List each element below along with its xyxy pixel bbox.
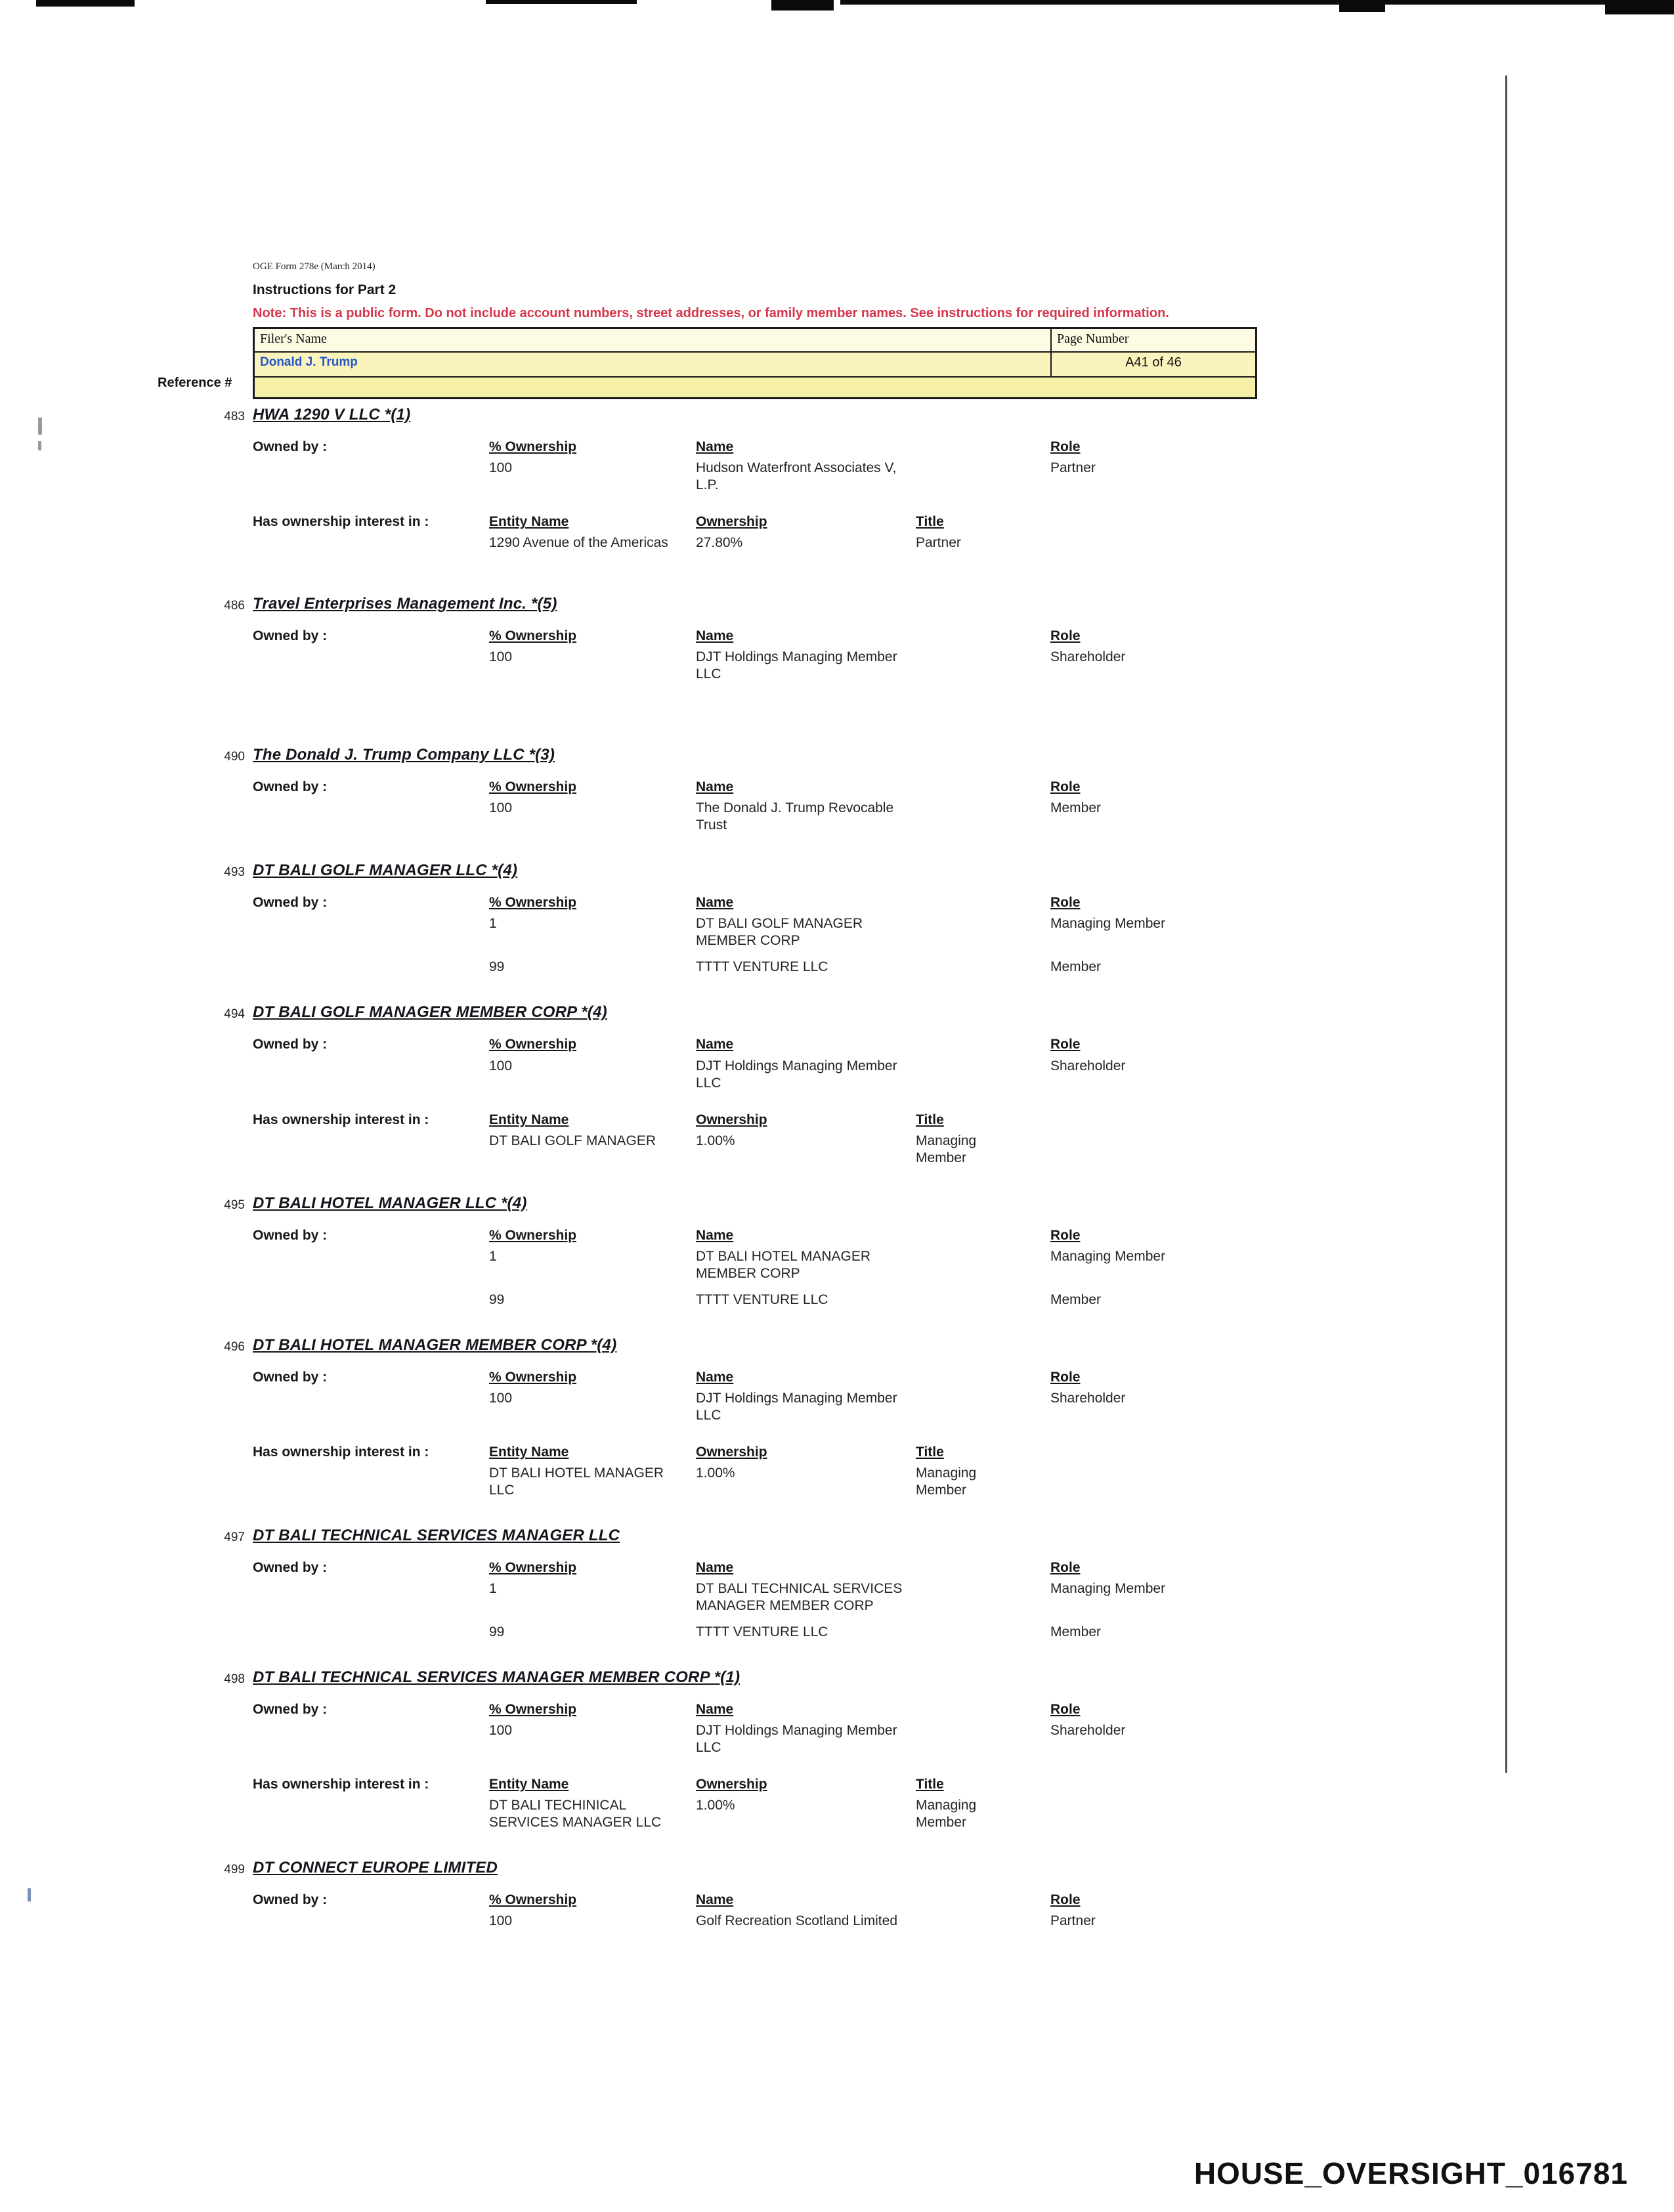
page-number-value: A41 of 46: [1125, 355, 1182, 370]
has-interest-label: Has ownership interest in :: [253, 1112, 429, 1127]
owner-name-value: DT BALI GOLF MANAGER MEMBER CORP: [696, 916, 863, 949]
entry-title: DT BALI HOTEL MANAGER MEMBER CORP *(4): [253, 1335, 617, 1354]
scan-artifact: [840, 0, 1674, 5]
scan-artifact: [36, 0, 135, 7]
ownership-header: Ownership: [696, 514, 767, 530]
entity-name-value: 1290 Avenue of the Americas: [489, 535, 668, 551]
entry-block: [224, 1335, 1415, 1499]
entity-name-value: DT BALI GOLF MANAGER: [489, 1133, 656, 1148]
filer-table-header-row: [255, 329, 1255, 353]
entry-title-row: [224, 1335, 1415, 1355]
entry-number: 493: [224, 865, 245, 880]
name-header: Name: [696, 1227, 734, 1243]
role-value: Member: [1050, 1624, 1102, 1640]
role-value: Partner: [1050, 460, 1096, 476]
owned-by-label: Owned by :: [253, 628, 328, 644]
bates-number: HOUSE_OVERSIGHT_016781: [1193, 2156, 1628, 2190]
interest-header-row: [253, 1776, 1415, 1793]
owner-name-value: TTTT VENTURE LLC: [696, 1624, 828, 1640]
owned-rows: [253, 1058, 1415, 1092]
data-row: [253, 1580, 1415, 1615]
name-header: Name: [696, 1037, 734, 1052]
pct-ownership-value: 100: [489, 1058, 513, 1073]
reference-row: [255, 378, 1255, 397]
entity-name-header: Entity Name: [489, 1444, 569, 1460]
owned-by-label: Owned by :: [253, 1892, 328, 1908]
entry-number: 496: [224, 1339, 245, 1354]
entity-name-header: Entity Name: [489, 1112, 569, 1127]
role-value: Shareholder: [1050, 1390, 1126, 1406]
pct-ownership-header: % Ownership: [489, 779, 577, 795]
owned-by-section: [253, 1227, 1415, 1309]
role-header: Role: [1050, 1227, 1081, 1243]
pct-ownership-value: 99: [489, 1624, 505, 1640]
owned-by-label: Owned by :: [253, 1037, 328, 1052]
pct-ownership-header: % Ownership: [489, 895, 577, 911]
data-row: [253, 1291, 1415, 1309]
owned-rows: [253, 800, 1415, 834]
role-value: Member: [1050, 1291, 1102, 1307]
owned-by-section: [253, 439, 1415, 494]
title-header: Title: [916, 1777, 944, 1792]
entry-title-row: [224, 1668, 1415, 1687]
owned-by-header-row: [253, 439, 1415, 456]
owned-rows: [253, 1722, 1415, 1756]
role-value: Shareholder: [1050, 649, 1126, 665]
role-header: Role: [1050, 895, 1081, 911]
owner-name-value: DJT Holdings Managing Member LLC: [696, 649, 897, 682]
data-row: [253, 460, 1415, 494]
scan-edge-mark: [38, 441, 41, 450]
pct-ownership-value: 1: [489, 1581, 497, 1596]
scan-artifact: [1605, 0, 1674, 14]
interest-header-row: [253, 1112, 1415, 1129]
ownership-header: Ownership: [696, 1444, 767, 1460]
owner-name-value: TTTT VENTURE LLC: [696, 959, 828, 975]
title-header: Title: [916, 1444, 944, 1460]
scan-vertical-line: [1505, 76, 1507, 1773]
owned-by-label: Owned by :: [253, 1369, 328, 1385]
owned-by-section: [253, 779, 1415, 834]
entry-number: 495: [224, 1198, 245, 1212]
owned-rows: [253, 460, 1415, 494]
pct-ownership-header: % Ownership: [489, 1702, 577, 1718]
data-row: [253, 1722, 1415, 1756]
data-row: [253, 649, 1415, 683]
owned-by-label: Owned by :: [253, 1227, 328, 1243]
owned-by-label: Owned by :: [253, 439, 328, 454]
pct-ownership-header: % Ownership: [489, 1892, 577, 1908]
filer-table-value-row: [255, 353, 1255, 378]
entry-title: DT BALI TECHNICAL SERVICES MANAGER MEMBER CORP *(1): [253, 1668, 740, 1687]
data-row: [253, 1797, 1415, 1831]
data-row: [253, 915, 1415, 949]
owned-rows: [253, 1248, 1415, 1309]
interest-rows: [253, 1133, 1415, 1167]
owned-by-section: [253, 628, 1415, 683]
interest-section: [253, 1776, 1415, 1831]
name-header: Name: [696, 1702, 734, 1718]
pct-ownership-value: 100: [489, 460, 513, 476]
name-header: Name: [696, 1892, 734, 1908]
interest-header-row: [253, 513, 1415, 531]
entry-title-row: [224, 1526, 1415, 1545]
entry-title: DT BALI HOTEL MANAGER LLC *(4): [253, 1194, 527, 1212]
entry-title-row: [224, 1859, 1415, 1877]
role-value: Managing Member: [1050, 1248, 1166, 1264]
owned-rows: [253, 649, 1415, 683]
title-header: Title: [916, 514, 944, 530]
entry-block: [224, 746, 1415, 834]
entry-number: 486: [224, 599, 245, 613]
ownership-value: 27.80%: [696, 535, 743, 551]
entry-title: DT BALI GOLF MANAGER LLC *(4): [253, 861, 518, 880]
owned-by-header-row: [253, 1701, 1415, 1718]
owner-name-value: DT BALI HOTEL MANAGER MEMBER CORP: [696, 1248, 871, 1281]
owner-name-value: TTTT VENTURE LLC: [696, 1291, 828, 1307]
pct-ownership-value: 1: [489, 1248, 497, 1264]
entity-name-header: Entity Name: [489, 1777, 569, 1792]
interest-rows: [253, 1465, 1415, 1499]
name-header: Name: [696, 895, 734, 911]
owned-rows: [253, 915, 1415, 976]
owned-by-section: [253, 1892, 1415, 1930]
scan-artifact: [771, 0, 834, 11]
data-row: [253, 1624, 1415, 1641]
role-header: Role: [1050, 1037, 1081, 1052]
data-row: [253, 1465, 1415, 1499]
pct-ownership-header: % Ownership: [489, 1037, 577, 1052]
owned-rows: [253, 1580, 1415, 1641]
entry-block: [224, 1859, 1415, 1930]
form-code: OGE Form 278e (March 2014): [253, 261, 376, 272]
reference-number-label: Reference #: [158, 376, 232, 390]
has-interest-label: Has ownership interest in :: [253, 1444, 429, 1460]
entry-block: [224, 1526, 1415, 1641]
entry-number: 499: [224, 1863, 245, 1877]
owned-by-header-row: [253, 1036, 1415, 1053]
owned-by-header-row: [253, 779, 1415, 796]
owned-by-header-row: [253, 1227, 1415, 1244]
owner-name-value: DJT Holdings Managing Member LLC: [696, 1390, 897, 1423]
owner-name-value: The Donald J. Trump Revocable Trust: [696, 800, 894, 833]
interest-section: [253, 513, 1415, 552]
entry-title-row: [224, 406, 1415, 424]
entry-block: [224, 406, 1415, 552]
ownership-value: 1.00%: [696, 1465, 735, 1481]
pct-ownership-header: % Ownership: [489, 1559, 577, 1575]
role-value: Partner: [1050, 1913, 1096, 1929]
title-value: Managing Member: [916, 1133, 977, 1165]
owned-by-header-row: [253, 1369, 1415, 1386]
owned-by-header-row: [253, 1559, 1415, 1576]
data-row: [253, 800, 1415, 834]
interest-section: [253, 1112, 1415, 1167]
entry-title-row: [224, 861, 1415, 880]
entry-title: DT BALI TECHNICAL SERVICES MANAGER LLC: [253, 1526, 620, 1544]
role-value: Member: [1050, 800, 1102, 816]
entry-block: [224, 595, 1415, 683]
entry-number: 494: [224, 1007, 245, 1022]
owned-by-section: [253, 1701, 1415, 1756]
ownership-header: Ownership: [696, 1777, 767, 1792]
owned-by-label: Owned by :: [253, 1559, 328, 1575]
owned-by-label: Owned by :: [253, 895, 328, 911]
entry-title-row: [224, 595, 1415, 613]
name-header: Name: [696, 439, 734, 454]
ownership-value: 1.00%: [696, 1133, 735, 1148]
entry-title: Travel Enterprises Management Inc. *(5): [253, 595, 557, 613]
pct-ownership-value: 1: [489, 916, 497, 932]
entry-title-row: [224, 1003, 1415, 1022]
interest-rows: [253, 534, 1415, 552]
owned-rows: [253, 1390, 1415, 1424]
entity-name-value: DT BALI HOTEL MANAGER LLC: [489, 1465, 664, 1498]
owner-name-value: DJT Holdings Managing Member LLC: [696, 1058, 897, 1091]
name-header: Name: [696, 1559, 734, 1575]
role-header: Role: [1050, 779, 1081, 795]
entries: [224, 406, 1415, 1930]
role-value: Managing Member: [1050, 916, 1166, 932]
role-value: Shareholder: [1050, 1723, 1126, 1739]
pct-ownership-value: 100: [489, 1390, 513, 1406]
entry-block: [224, 1003, 1415, 1166]
ownership-value: 1.00%: [696, 1798, 735, 1813]
owned-by-label: Owned by :: [253, 1702, 328, 1718]
pct-ownership-value: 100: [489, 1723, 513, 1739]
owned-by-header-row: [253, 1892, 1415, 1909]
entry-title-row: [224, 746, 1415, 764]
data-row: [253, 1913, 1415, 1930]
owned-by-section: [253, 894, 1415, 976]
entry-number: 497: [224, 1530, 245, 1544]
pct-ownership-header: % Ownership: [489, 628, 577, 644]
pct-ownership-value: 100: [489, 649, 513, 665]
owned-rows: [253, 1913, 1415, 1930]
pct-ownership-value: 100: [489, 800, 513, 816]
role-header: Role: [1050, 628, 1081, 644]
has-interest-label: Has ownership interest in :: [253, 1777, 429, 1792]
entry-title: The Donald J. Trump Company LLC *(3): [253, 746, 555, 764]
pct-ownership-header: % Ownership: [489, 1227, 577, 1243]
public-form-note: Note: This is a public form. Do not include account numbers, street addresses, or family member names. See instructions for required information.: [253, 306, 1169, 320]
entry-title: DT CONNECT EUROPE LIMITED: [253, 1859, 498, 1877]
entry-title: DT BALI GOLF MANAGER MEMBER CORP *(4): [253, 1003, 607, 1022]
role-header: Role: [1050, 1559, 1081, 1575]
role-value: Shareholder: [1050, 1058, 1126, 1073]
scan-artifact: [486, 0, 637, 4]
owner-name-value: Golf Recreation Scotland Limited: [696, 1913, 897, 1929]
role-header: Role: [1050, 1892, 1081, 1908]
scan-artifact: [1339, 0, 1385, 12]
pct-ownership-value: 100: [489, 1913, 513, 1929]
title-value: Managing Member: [916, 1798, 977, 1831]
owned-by-header-row: [253, 628, 1415, 645]
role-value: Member: [1050, 959, 1102, 975]
entity-name-value: DT BALI TECHINICAL SERVICES MANAGER LLC: [489, 1798, 662, 1831]
data-row: [253, 959, 1415, 976]
name-header: Name: [696, 779, 734, 795]
owned-by-label: Owned by :: [253, 779, 328, 795]
entry-number: 483: [224, 410, 245, 423]
entry-block: [224, 861, 1415, 976]
interest-header-row: [253, 1444, 1415, 1461]
scan-edge-mark: [38, 418, 42, 435]
entry-block: [224, 1668, 1415, 1831]
entry-title: HWA 1290 V LLC *(1): [253, 406, 411, 423]
owned-by-section: [253, 1559, 1415, 1641]
pct-ownership-value: 99: [489, 1291, 505, 1307]
owned-by-section: [253, 1036, 1415, 1091]
owned-by-section: [253, 1369, 1415, 1424]
entry-block: [224, 1194, 1415, 1309]
filer-name-header: Filer's Name: [255, 329, 1052, 351]
role-header: Role: [1050, 1702, 1081, 1718]
data-row: [253, 534, 1415, 552]
owner-name-value: Hudson Waterfront Associates V, L.P.: [696, 460, 897, 493]
has-interest-label: Has ownership interest in :: [253, 514, 429, 530]
entry-title-row: [224, 1194, 1415, 1213]
role-value: Managing Member: [1050, 1581, 1166, 1596]
pct-ownership-header: % Ownership: [489, 1369, 577, 1385]
entity-name-header: Entity Name: [489, 514, 569, 530]
entry-number: 490: [224, 750, 245, 764]
filer-name-value: Donald J. Trump: [255, 353, 1052, 376]
owner-name-value: DJT Holdings Managing Member LLC: [696, 1723, 897, 1756]
interest-rows: [253, 1797, 1415, 1831]
pct-ownership-value: 99: [489, 959, 505, 975]
role-header: Role: [1050, 1369, 1081, 1385]
data-row: [253, 1248, 1415, 1282]
owned-by-header-row: [253, 894, 1415, 911]
entry-number: 498: [224, 1672, 245, 1687]
title-header: Title: [916, 1112, 944, 1127]
ownership-header: Ownership: [696, 1112, 767, 1127]
name-header: Name: [696, 628, 734, 644]
instructions-heading: Instructions for Part 2: [253, 282, 397, 297]
page-number-header: Page Number: [1057, 332, 1129, 346]
data-row: [253, 1133, 1415, 1167]
title-value: Partner: [916, 535, 961, 551]
pct-ownership-header: % Ownership: [489, 439, 577, 454]
data-row: [253, 1058, 1415, 1092]
scan-edge-mark: [28, 1888, 31, 1901]
role-header: Role: [1050, 439, 1081, 454]
filer-info-table: [253, 327, 1257, 399]
name-header: Name: [696, 1369, 734, 1385]
title-value: Managing Member: [916, 1465, 977, 1498]
owner-name-value: DT BALI TECHNICAL SERVICES MANAGER MEMBER CORP: [696, 1581, 903, 1614]
data-row: [253, 1390, 1415, 1424]
interest-section: [253, 1444, 1415, 1499]
